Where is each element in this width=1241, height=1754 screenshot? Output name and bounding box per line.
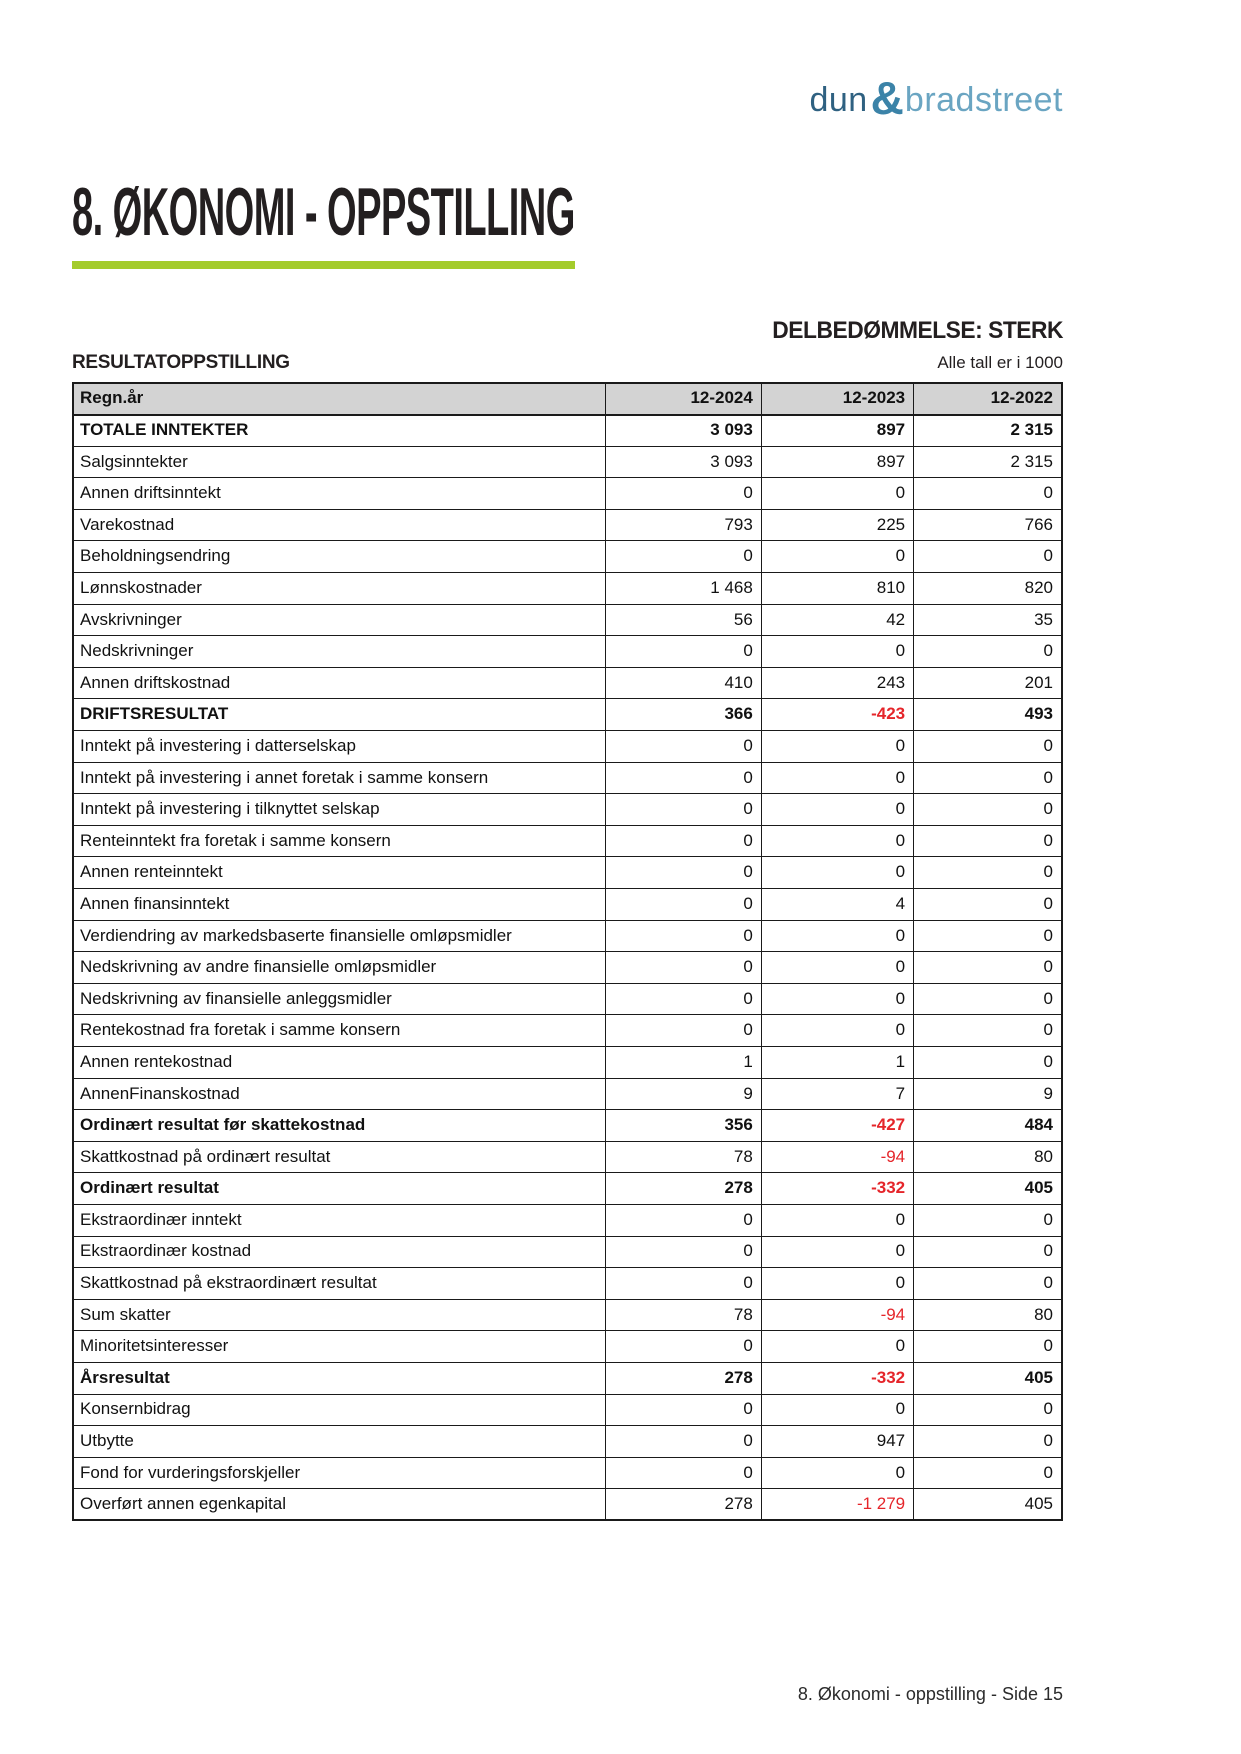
cell-value: 278 [605, 1489, 761, 1521]
row-label: Lønnskostnader [73, 573, 605, 605]
row-label: Annen finansinntekt [73, 889, 605, 921]
logo-ampersand-icon: & [870, 72, 904, 124]
row-label: Ordinært resultat før skattekostnad [73, 1110, 605, 1142]
title-accent-bar [72, 261, 575, 269]
row-label: DRIFTSRESULTAT [73, 699, 605, 731]
cell-value: 0 [761, 857, 913, 889]
table-title: RESULTATOPPSTILLING [72, 352, 290, 373]
cell-value: 1 468 [605, 573, 761, 605]
row-label: Fond for vurderingsforskjeller [73, 1457, 605, 1489]
table-row [73, 762, 1062, 794]
cell-value: 0 [605, 762, 761, 794]
table-row [73, 1015, 1062, 1047]
cell-value: 0 [605, 636, 761, 668]
column-header: 12-2024 [605, 383, 761, 415]
cell-value: 0 [914, 857, 1062, 889]
cell-value: 3 093 [605, 446, 761, 478]
cell-value: 820 [914, 573, 1062, 605]
cell-value: 0 [914, 762, 1062, 794]
dnb-logo [809, 68, 1063, 122]
cell-value: 7 [761, 1078, 913, 1110]
cell-value: 766 [914, 509, 1062, 541]
cell-value: 0 [761, 1331, 913, 1363]
cell-value: 0 [761, 731, 913, 763]
cell-value: 1 [605, 1046, 761, 1078]
cell-value: 0 [914, 541, 1062, 573]
cell-value: 201 [914, 667, 1062, 699]
cell-value: 225 [761, 509, 913, 541]
cell-value: 0 [761, 1268, 913, 1300]
cell-value: 793 [605, 509, 761, 541]
cell-value: 0 [605, 731, 761, 763]
table-row [73, 541, 1062, 573]
cell-value: 278 [605, 1362, 761, 1394]
row-label: Salgsinntekter [73, 446, 605, 478]
cell-value: 0 [761, 1015, 913, 1047]
table-row [73, 1394, 1062, 1426]
cell-value: 0 [605, 1204, 761, 1236]
table-row [73, 1362, 1062, 1394]
row-label: Skattkostnad på ekstraordinært resultat [73, 1268, 605, 1300]
cell-value: 0 [605, 1457, 761, 1489]
cell-value: 0 [761, 952, 913, 984]
cell-value: 947 [761, 1426, 913, 1458]
row-label: Inntekt på investering i annet foretak i samme konsern [73, 762, 605, 794]
cell-value: 0 [605, 857, 761, 889]
row-label: Nedskrivning av andre finansielle omløpsmidler [73, 952, 605, 984]
table-row [73, 1110, 1062, 1142]
page-footer: 8. Økonomi - oppstilling - Side 15 [797, 1684, 1063, 1704]
cell-value: -427 [761, 1110, 913, 1142]
cell-value: 0 [761, 636, 913, 668]
table-row [73, 794, 1062, 826]
cell-value: 0 [914, 825, 1062, 857]
cell-value: 35 [914, 604, 1062, 636]
table-row [73, 1046, 1062, 1078]
cell-value: 0 [914, 983, 1062, 1015]
row-label: Varekostnad [73, 509, 605, 541]
cell-value: 2 315 [914, 415, 1062, 447]
table-row [73, 509, 1062, 541]
cell-value: 484 [914, 1110, 1062, 1142]
cell-value: 0 [605, 541, 761, 573]
row-label: Renteinntekt fra foretak i samme konsern [73, 825, 605, 857]
cell-value: 0 [605, 825, 761, 857]
cell-value: 0 [605, 983, 761, 1015]
table-row [73, 889, 1062, 921]
table-row [73, 636, 1062, 668]
cell-value: 0 [605, 1015, 761, 1047]
cell-value: 0 [914, 636, 1062, 668]
cell-value: 0 [914, 1204, 1062, 1236]
row-label: Skattkostnad på ordinært resultat [73, 1141, 605, 1173]
cell-value: 0 [761, 794, 913, 826]
logo-text-bradstreet: bradstreet [904, 81, 1063, 119]
cell-value: 897 [761, 415, 913, 447]
table-row [73, 731, 1062, 763]
row-label: Avskrivninger [73, 604, 605, 636]
cell-value: 0 [914, 478, 1062, 510]
cell-value: 0 [761, 983, 913, 1015]
table-row [73, 1141, 1062, 1173]
cell-value: 366 [605, 699, 761, 731]
table-row [73, 446, 1062, 478]
row-label: Sum skatter [73, 1299, 605, 1331]
cell-value: 0 [605, 1426, 761, 1458]
cell-value: 0 [761, 478, 913, 510]
cell-value: 0 [914, 889, 1062, 921]
cell-value: 0 [605, 1331, 761, 1363]
cell-value: 0 [761, 541, 913, 573]
table-row [73, 1489, 1062, 1521]
row-label: Annen rentekostnad [73, 1046, 605, 1078]
cell-value: 356 [605, 1110, 761, 1142]
cell-value: 278 [605, 1173, 761, 1205]
cell-value: 0 [914, 1268, 1062, 1300]
table-row [73, 857, 1062, 889]
results-table [72, 382, 1063, 1521]
cell-value: 0 [914, 1331, 1062, 1363]
units-note: Alle tall er i 1000 [937, 353, 1063, 372]
cell-value: 0 [605, 1268, 761, 1300]
row-label: Utbytte [73, 1426, 605, 1458]
table-header-row [73, 383, 1062, 415]
table-row [73, 667, 1062, 699]
cell-value: 0 [761, 920, 913, 952]
cell-value: 9 [914, 1078, 1062, 1110]
cell-value: 0 [914, 920, 1062, 952]
cell-value: 493 [914, 699, 1062, 731]
logo-text-dun: dun [809, 81, 868, 119]
cell-value: 243 [761, 667, 913, 699]
cell-value: 80 [914, 1141, 1062, 1173]
table-row [73, 825, 1062, 857]
cell-value: 0 [914, 794, 1062, 826]
table-row [73, 573, 1062, 605]
table-row [73, 1204, 1062, 1236]
row-label: Rentekostnad fra foretak i samme konsern [73, 1015, 605, 1047]
cell-value: -94 [761, 1299, 913, 1331]
cell-value: -1 279 [761, 1489, 913, 1521]
row-label: Annen driftsinntekt [73, 478, 605, 510]
cell-value: 0 [605, 478, 761, 510]
cell-value: 405 [914, 1173, 1062, 1205]
cell-value: 2 315 [914, 446, 1062, 478]
cell-value: 9 [605, 1078, 761, 1110]
cell-value: 56 [605, 604, 761, 636]
table-row [73, 1457, 1062, 1489]
table-row [73, 983, 1062, 1015]
cell-value: 1 [761, 1046, 913, 1078]
page-title: 8. ØKONOMI - OPPSTILLING [72, 174, 575, 250]
table-row [73, 604, 1062, 636]
row-label: Overført annen egenkapital [73, 1489, 605, 1521]
cell-value: 405 [914, 1362, 1062, 1394]
assessment-heading: DELBEDØMMELSE: STERK [772, 317, 1063, 344]
cell-value: 0 [914, 731, 1062, 763]
row-label: Annen renteinntekt [73, 857, 605, 889]
cell-value: 0 [914, 1457, 1062, 1489]
column-header: 12-2022 [914, 383, 1062, 415]
row-label: Årsresultat [73, 1362, 605, 1394]
column-header: 12-2023 [761, 383, 913, 415]
cell-value: 0 [914, 1015, 1062, 1047]
cell-value: 78 [605, 1141, 761, 1173]
table-row [73, 415, 1062, 447]
cell-value: 0 [605, 794, 761, 826]
table-row [73, 1173, 1062, 1205]
cell-value: 0 [914, 1426, 1062, 1458]
results-table-body [73, 415, 1062, 1521]
row-label: Nedskrivninger [73, 636, 605, 668]
cell-value: 0 [605, 952, 761, 984]
cell-value: 0 [761, 1236, 913, 1268]
row-label: AnnenFinanskostnad [73, 1078, 605, 1110]
cell-value: 0 [605, 889, 761, 921]
cell-value: 4 [761, 889, 913, 921]
cell-value: -332 [761, 1173, 913, 1205]
cell-value: 0 [914, 1394, 1062, 1426]
cell-value: -94 [761, 1141, 913, 1173]
row-label: Nedskrivning av finansielle anleggsmidler [73, 983, 605, 1015]
cell-value: 3 093 [605, 415, 761, 447]
cell-value: 0 [605, 1236, 761, 1268]
cell-value: 410 [605, 667, 761, 699]
cell-value: 0 [605, 920, 761, 952]
row-label: Ekstraordinær kostnad [73, 1236, 605, 1268]
table-row [73, 1236, 1062, 1268]
cell-value: 42 [761, 604, 913, 636]
cell-value: 0 [761, 825, 913, 857]
cell-value: 897 [761, 446, 913, 478]
table-row [73, 1426, 1062, 1458]
column-header: Regn.år [73, 383, 605, 415]
row-label: Inntekt på investering i tilknyttet selskap [73, 794, 605, 826]
cell-value: 0 [914, 952, 1062, 984]
table-row [73, 699, 1062, 731]
table-row [73, 1331, 1062, 1363]
row-label: Verdiendring av markedsbaserte finansielle omløpsmidler [73, 920, 605, 952]
table-row [73, 478, 1062, 510]
table-row [73, 1299, 1062, 1331]
table-row [73, 952, 1062, 984]
row-label: Annen driftskostnad [73, 667, 605, 699]
row-label: Inntekt på investering i datterselskap [73, 731, 605, 763]
cell-value: 0 [914, 1046, 1062, 1078]
row-label: Ekstraordinær inntekt [73, 1204, 605, 1236]
cell-value: -423 [761, 699, 913, 731]
table-row [73, 920, 1062, 952]
row-label: Ordinært resultat [73, 1173, 605, 1205]
cell-value: -332 [761, 1362, 913, 1394]
cell-value: 0 [761, 1457, 913, 1489]
table-meta-row [72, 352, 1063, 374]
cell-value: 0 [914, 1236, 1062, 1268]
cell-value: 0 [761, 762, 913, 794]
cell-value: 0 [761, 1204, 913, 1236]
row-label: Konsernbidrag [73, 1394, 605, 1426]
table-row [73, 1268, 1062, 1300]
results-table-head [73, 383, 1062, 415]
row-label: Beholdningsendring [73, 541, 605, 573]
cell-value: 0 [761, 1394, 913, 1426]
cell-value: 810 [761, 573, 913, 605]
row-label: Minoritetsinteresser [73, 1331, 605, 1363]
cell-value: 78 [605, 1299, 761, 1331]
cell-value: 405 [914, 1489, 1062, 1521]
table-row [73, 1078, 1062, 1110]
cell-value: 80 [914, 1299, 1062, 1331]
cell-value: 0 [605, 1394, 761, 1426]
row-label: TOTALE INNTEKTER [73, 415, 605, 447]
